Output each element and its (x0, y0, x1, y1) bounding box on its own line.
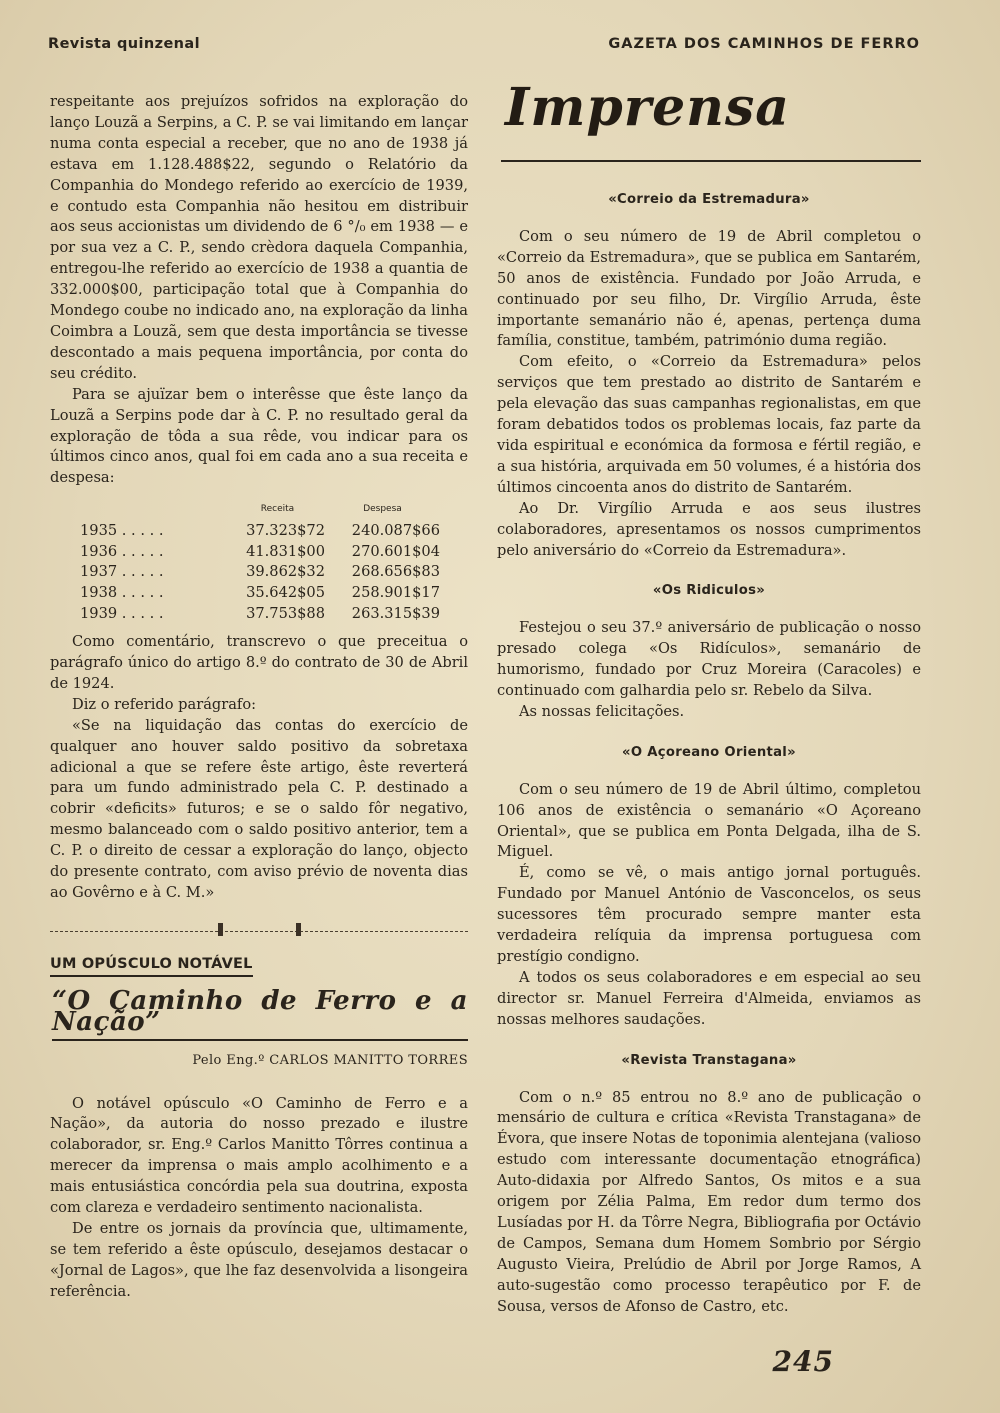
paragraph: Festejou o seu 37.º aniversário de publicação o nosso presado colega «Os Ridículos», semanário de humorismo, fundado por Cruz Moreira (Caracoles) e continuado com galhardia pelo sr. Rebelo da Silva. (497, 619, 921, 700)
year-cell: 1937 . . . . . (80, 563, 164, 581)
receita-cell: 39.862$32 (246, 563, 325, 581)
paragraph: Com o seu número de 19 de Abril último, completou 106 anos de existência o semanário «O Açoreano Oriental», que se publica em Ponta Delgada, ilha de S. Miguel. (497, 780, 921, 861)
article-kicker: UM OPÚSCULO NOTÁVEL (50, 954, 253, 977)
receita-cell: 37.753$88 (246, 604, 325, 622)
header-left: Revista quinzenal (48, 36, 200, 52)
item-heading: «Correio da Estremadura» (608, 192, 810, 207)
paragraph: O notável opúsculo «O Caminho de Ferro e a Nação», da autoria do nosso prezado e ilustre colaborador, sr. Eng.º Carlos Manitto Tôrres continua a merecer da imprensa o mais amplo acolhimento e a mais entusiástica concórdia pela sua doutrina, exposta com clareza e verdadeiro sentimento nacionalista. (50, 1094, 468, 1217)
table-row (80, 583, 440, 604)
header-right: GAZETA DOS CAMINHOS DE FERRO (608, 36, 920, 52)
quotation: «Se na liquidação das contas do exercício de qualquer ano houver saldo positivo da sobretaxa adicional a que se refere êste artigo, êste reverterá para um fundo administrado pela C. P. destinado a cobrir «deficits» futuros; e se o saldo fôr negativo, mesmo balanceado com o saldo positivo anterior, tem a C. P. o direito de cessar a exploração do lanço, objecto do presente contrato, com aviso prévio de noventa dias ao Govêrno e à C. M.» (50, 716, 468, 901)
table-row (80, 521, 440, 542)
paragraph: As nossas felicitações. (519, 702, 685, 720)
column-header-despesa: Despesa (363, 504, 402, 515)
section-banner (497, 77, 921, 184)
section-rule (501, 160, 921, 162)
page-number: 245 (772, 1345, 834, 1378)
divider-ornament (218, 923, 223, 936)
year-cell: 1938 . . . . . (80, 583, 164, 601)
item-heading: «Os Ridiculos» (652, 583, 766, 599)
receita-cell: 35.642$05 (246, 583, 325, 601)
byline: Pelo Eng.º CARLOS MANITTO TORRES (192, 1052, 468, 1068)
receita-cell: 37.323$72 (246, 522, 325, 540)
despesa-cell: 240.087$66 (351, 522, 440, 540)
paragraph: De entre os jornais da província que, ultimamente, se tem referido a êste opúsculo, desejamos destacar o «Jornal de Lagos», que lhe faz desenvolvida a lisongeira referência. (50, 1219, 468, 1300)
paragraph: Diz o referido parágrafo: (72, 695, 257, 713)
paragraph: Com o n.º 85 entrou no 8.º ano de publicação o mensário de cultura e crítica «Revista Transtagana» de Évora, que insere Notas de toponimia alentejana (valioso estudo com interessante documentação etnográfica) Auto-didaxia por Alfredo Santos, Os mitos e a sua origem por Zélia Palma, Em redor dum termo dos Lusíadas por H. da Tôrre Negra, Bibliografia por Octávio de Campos, Semana dum Homem Sombrio por Sérgio Augusto Vieira, Prelúdio de Abril por Jorge Ramos, A auto-sugestão como processo terapêutico por F. de Sousa, versos de Afonso de Castro, etc. (497, 1088, 921, 1315)
paragraph: Com o seu número de 19 de Abril completou o «Correio da Estremadura», que se publica em Santarém, 50 anos de existência. Fundado por João Arruda, e continuado por seu filho, Dr. Virgílio Arruda, êste importante semanário não é, apenas, pertença duma família, constitue, também, património duma região. (497, 227, 921, 350)
despesa-cell: 270.601$04 (351, 542, 440, 560)
paragraph: Ao Dr. Virgílio Arruda e aos seus ilustres colaboradores, apresentamos os nossos cumprimentos pelo aniversário do «Correio da Estremadura». (497, 499, 921, 559)
ornamental-divider (50, 918, 468, 932)
section-title: Imprensa (505, 77, 790, 138)
finance-table (80, 499, 440, 624)
year-cell: 1935 . . . . . (80, 522, 164, 540)
paragraph: Com efeito, o «Correio da Estremadura» pelos serviços que tem prestado ao distrito de Santarém e pela elevação das suas campanhas regionalistas, em que foram debatidos todos os problemas locais, faz parte da vida espiritual e económica da formosa e fértil região, e a sua história, arquivada em 50 volumes, é a história dos últimos cincoenta anos do distrito de Santarém. (497, 353, 921, 496)
item-heading: «O Açoreano Oriental» (622, 744, 796, 760)
table-row (80, 542, 440, 563)
item-heading: «Revista Transtagana» (621, 1052, 797, 1068)
paragraph: respeitante aos prejuízos sofridos na exploração do lanço Louzã a Serpins, a C. P. se vai limitando em lançar numa conta especial a receber, que no ano de 1938 já estava em 1.128.488$22, segundo o Relatório da Companhia do Mondego referido ao exercício de 1939, e contudo esta Companhia não hesitou em distribuir aos seus accionistas um dividendo de 6 °/₀ em 1938 — e por sua vez a C. P., sendo crèdora daquela Companhia, entregou-lhe referido ao exercício de 1938 a quantia de 332.000$00, participação total que à Companhia do Mondego coube no indicado ano, na exploração da linha Coimbra a Louzã, sem que desta importância se tivesse descontado a mais pequena importância, por conta do seu crédito. (50, 93, 468, 382)
paragraph: É, como se vê, o mais antigo jornal português. Fundado por Manuel António de Vasconcelos, os seus sucessores têm procurado sempre manter esta verdadeira relíquia da imprensa portuguesa com prestígio condigno. (497, 864, 921, 965)
table-row (80, 562, 440, 583)
despesa-cell: 268.656$83 (351, 563, 440, 581)
paragraph: Como comentário, transcrevo o que preceitua o parágrafo único do artigo 8.º do contrato de 30 de Abril de 1924. (50, 633, 468, 692)
column-header-receita: Receita (260, 504, 295, 515)
left-column (50, 92, 468, 1303)
right-column (497, 77, 921, 1318)
paragraph: A todos os seus colaboradores e em especial ao seu director sr. Manuel Ferreira d'Almeida, enviamos as nossas melhores saudações. (497, 968, 921, 1028)
running-header (48, 36, 920, 58)
paragraph: Para se ajuïzar bem o interêsse que êste lanço da Louzã a Serpins pode dar à C. P. no resultado geral da exploração de tôda a sua rêde, vou indicar para os últimos cinco anos, qual foi em cada ano a sua receita e despesa: (50, 385, 468, 487)
table-row (80, 604, 440, 625)
year-cell: 1939 . . . . . (80, 604, 164, 622)
divider-ornament (296, 923, 301, 936)
year-cell: 1936 . . . . . (80, 542, 164, 560)
receita-cell: 41.831$00 (246, 542, 325, 560)
despesa-cell: 263.315$39 (351, 604, 440, 622)
article-title: “O Caminho de Ferro e a Nação” (52, 991, 468, 1041)
despesa-cell: 258.901$17 (351, 583, 440, 601)
